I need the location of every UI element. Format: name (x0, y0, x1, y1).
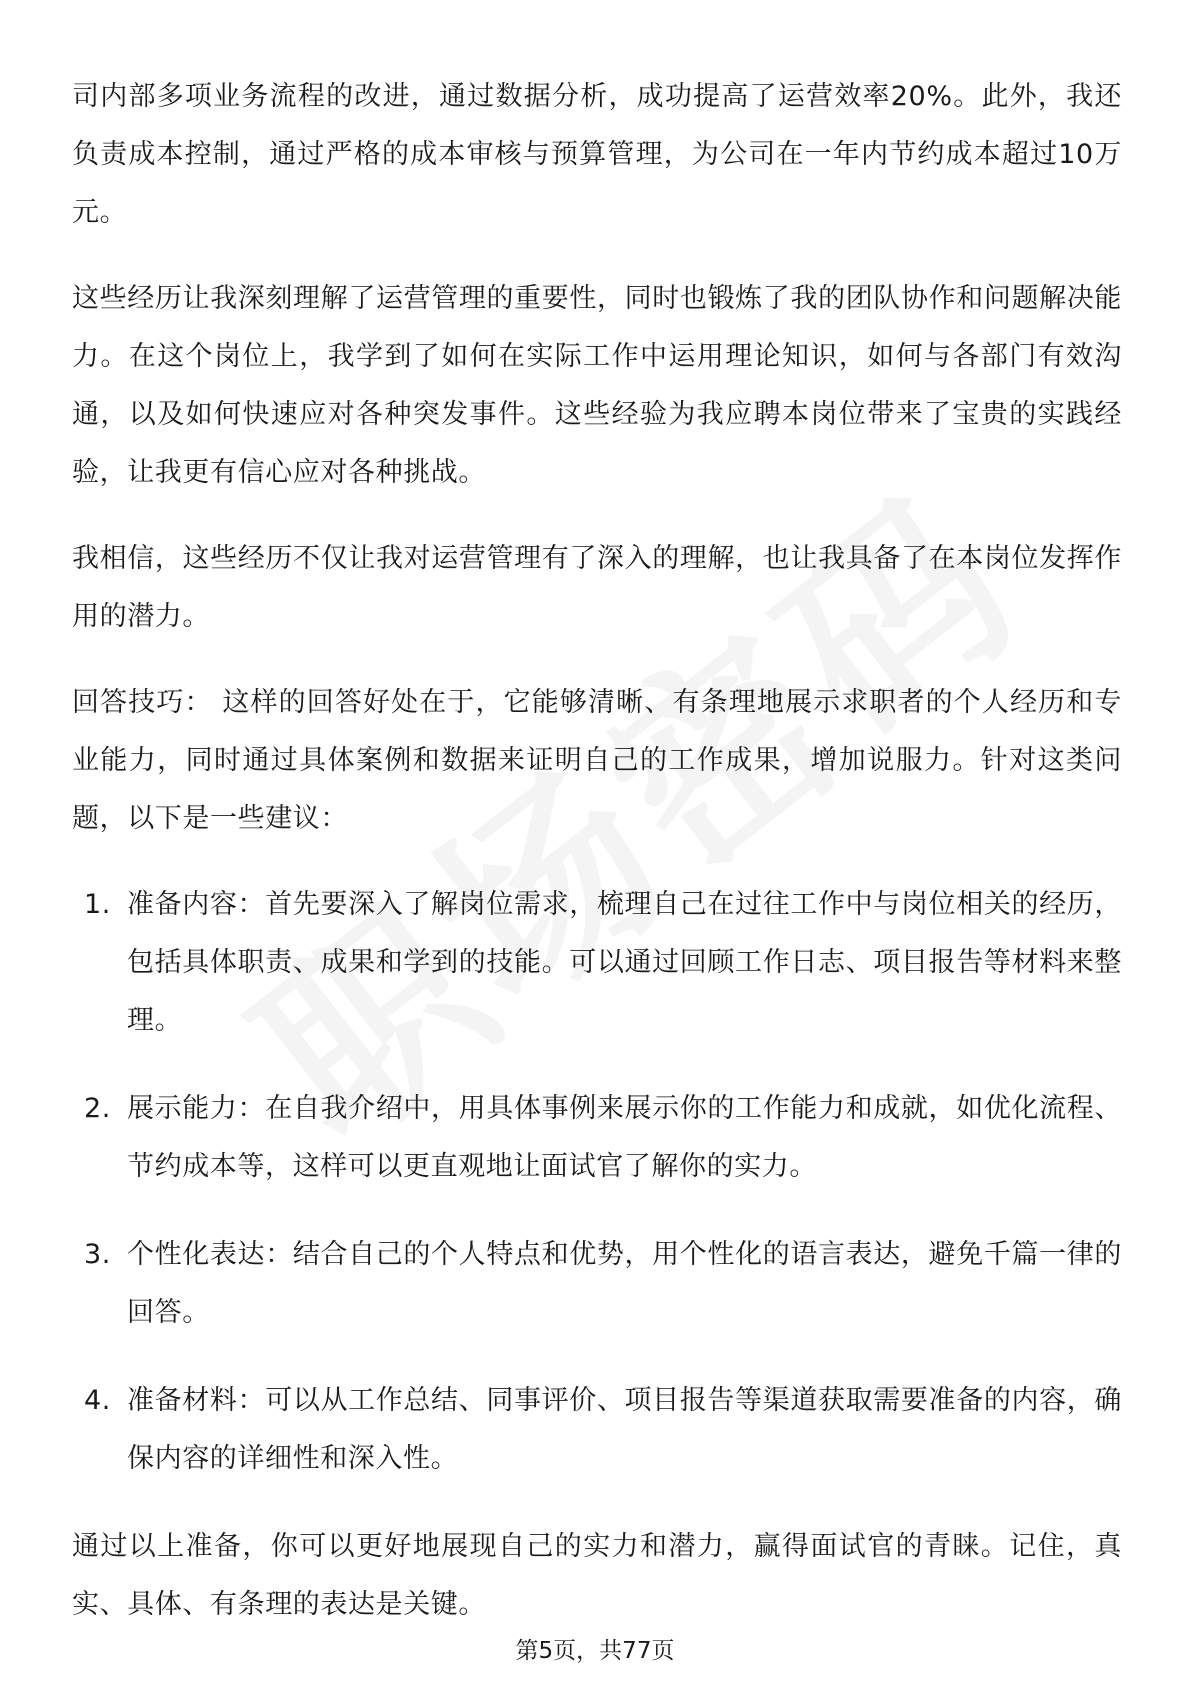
paragraph-experience-reflection: 这些经历让我深刻理解了运营管理的重要性，同时也锻炼了我的团队协作和问题解决能力。在这个岗位上，我学到了如何在实际工作中运用理论知识，如何与各部门有效沟通，以及如何快速应对各种突发事件。这些经验为我应聘本岗位带来了宝贵的实践经验，让我更有信心应对各种挑战。 (72, 283, 1122, 488)
list-item-text: 展示能力：在自我介绍中，用具体事例来展示你的工作能力和成就，如优化流程、节约成本等，这样可以更直观地让面试官了解你的实力。 (127, 1093, 1122, 1182)
paragraph-answer-tips: 回答技巧： 这样的回答好处在于，它能够清晰、有条理地展示求职者的个人经历和专业能力，同时通过具体案例和数据来证明自己的工作成果，增加说服力。针对这类问题，以下是一些建议： (72, 687, 1122, 834)
list-item-text: 个性化表达：结合自己的个人特点和优势，用个性化的语言表达，避免千篇一律的回答。 (127, 1239, 1122, 1328)
paragraph-closing: 通过以上准备，你可以更好地展现自己的实力和潜力，赢得面试官的青睐。记住，真实、具体、有条理的表达是关键。 (72, 1531, 1122, 1620)
page-number: 第5页，共77页 (515, 1638, 675, 1664)
list-item (72, 876, 1122, 1050)
list-item-text: 准备内容：首先要深入了解岗位需求，梳理自己在过往工作中与岗位相关的经历，包括具体职责、成果和学到的技能。可以通过回顾工作日志、项目报告等材料来整理。 (127, 889, 1122, 1036)
paragraph-belief: 我相信，这些经历不仅让我对运营管理有了深入的理解，也让我具备了在本岗位发挥作用的潜力。 (72, 543, 1122, 632)
page-content (72, 68, 1122, 1662)
list-item (72, 1226, 1122, 1342)
list-item-number: 4. (84, 1385, 111, 1416)
list-item (72, 1372, 1122, 1488)
list-item-text: 准备材料：可以从工作总结、同事评价、项目报告等渠道获取需要准备的内容，确保内容的详细性和深入性。 (127, 1385, 1122, 1474)
list-item-number: 1. (84, 889, 111, 920)
list-item-number: 3. (84, 1239, 111, 1270)
paragraph-experience-results: 司内部多项业务流程的改进，通过数据分析，成功提高了运营效率20%。此外，我还负责成本控制，通过严格的成本审核与预算管理，为公司在一年内节约成本超过10万元。 (72, 81, 1122, 228)
list-item (72, 1080, 1122, 1196)
tips-list (72, 876, 1122, 1488)
list-item-number: 2. (84, 1093, 111, 1124)
